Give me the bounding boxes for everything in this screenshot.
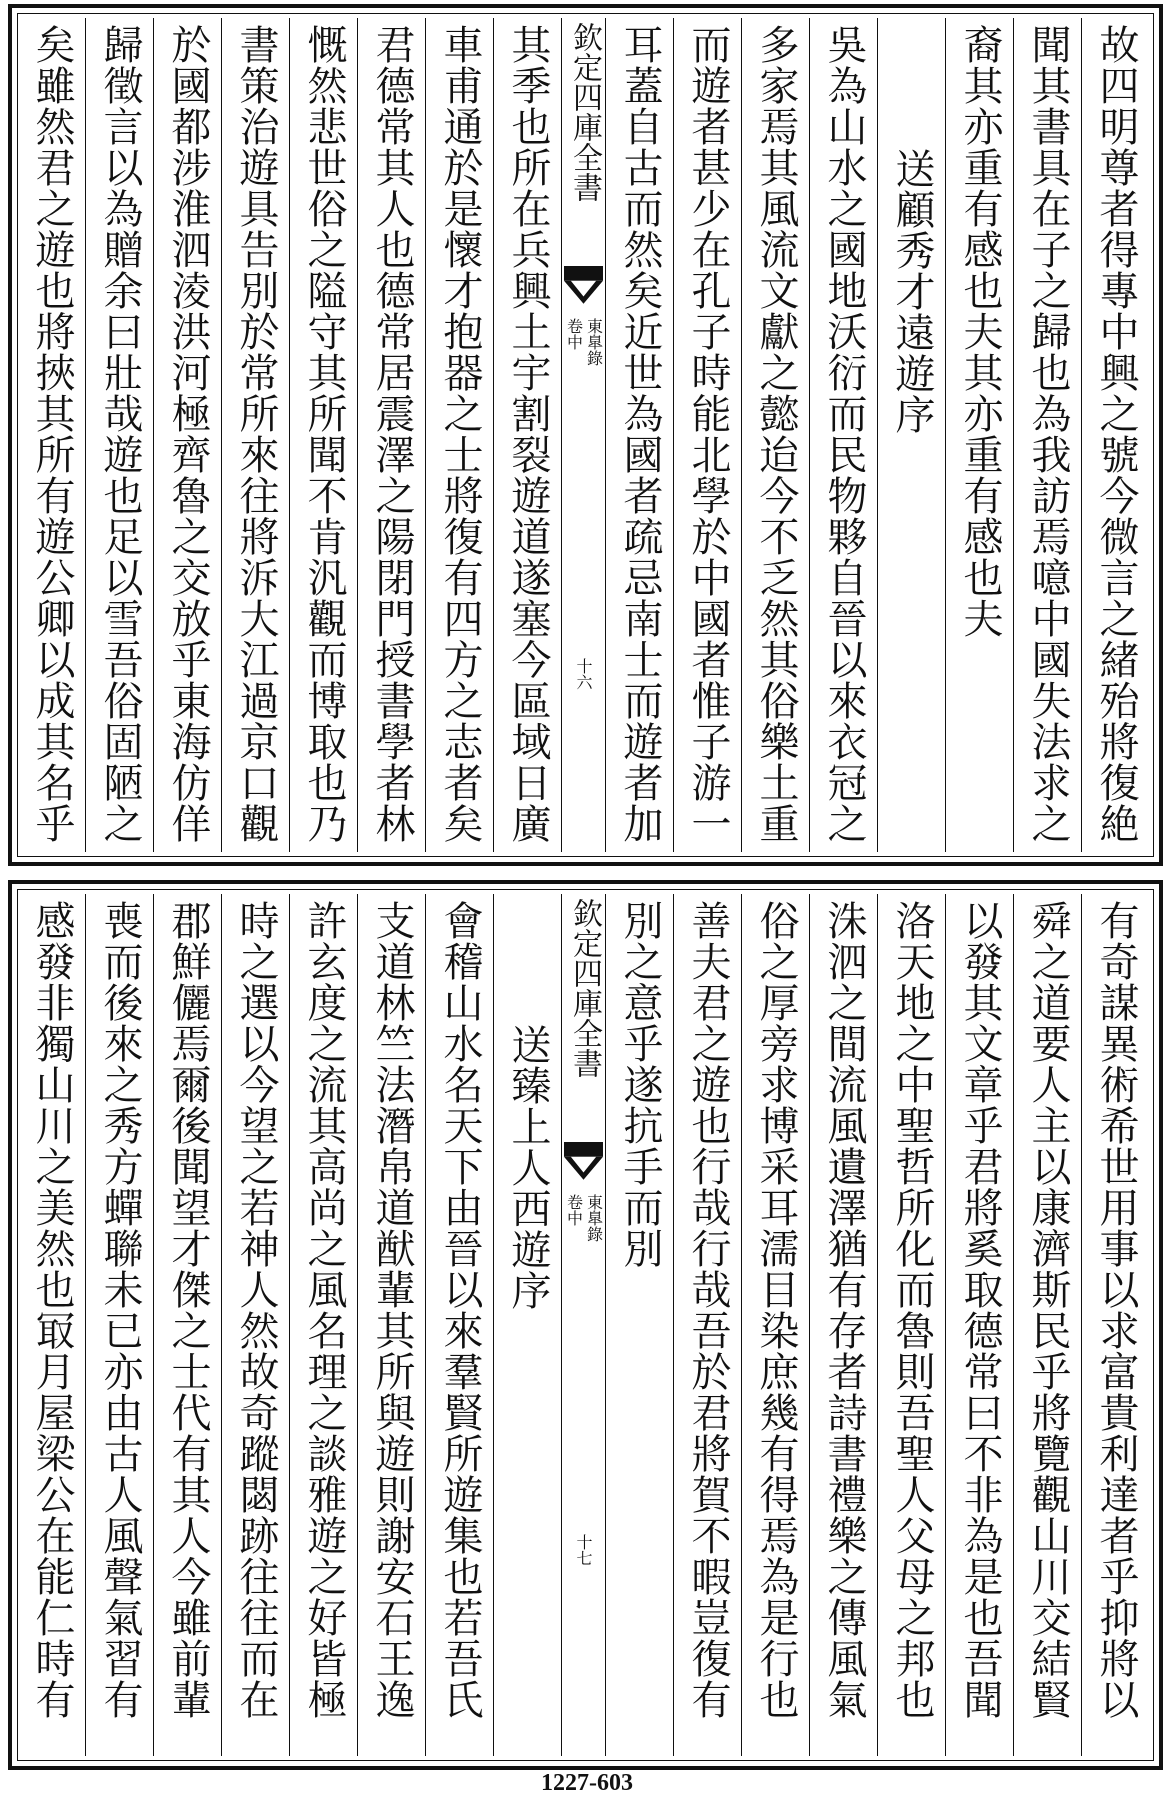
spine-subtitle <box>564 1194 603 1304</box>
text-column: 聞其書具在子之歸也為我訪焉噫中國失法求之 <box>1013 18 1081 852</box>
bottom-page-columns <box>22 894 1149 1756</box>
text-column: 支道林竺法潛帛道猷輩其所與遊則謝安石王逸 <box>357 894 425 1756</box>
text-column: 感發非獨山川之美然也冣月屋梁公在能仁時有 <box>29 900 75 1720</box>
text-column: 矣雖然君之遊也將挾其所有遊公卿以成其名乎 <box>29 24 75 844</box>
text-column: 裔其亦重有感也夫其亦重有感也夫 <box>945 18 1013 852</box>
top-page <box>8 4 1163 866</box>
text-column: 吳為山水之國地沃衍而民物夥自晉以來衣冠之 <box>809 18 877 852</box>
text-column: 許玄度之流其高尚之風名理之談雅遊之好皆極 <box>289 894 357 1756</box>
text-column: 時之選以今望之若神人然故奇蹤閟跡往往而在 <box>221 894 289 1756</box>
section-title: 送顧秀才遠遊序 <box>877 18 945 852</box>
top-page-columns <box>22 18 1149 852</box>
text-column: 有奇謀異術希世用事以求富貴利達者乎抑將以 <box>1081 894 1149 1756</box>
text-column: 書策治遊具告別於常所來往將泝大江過京口觀 <box>221 18 289 852</box>
text-column: 喪而後來之秀方蟬聯未已亦由古人風聲氣習有 <box>85 894 153 1756</box>
text-column: 歸徵言以為贈余曰壯哉遊也足以雪吾俗固陋之 <box>85 18 153 852</box>
center-spine <box>561 894 605 1756</box>
text-column: 郡鮮儷焉爾後聞望才傑之士代有其人今雖前輩 <box>153 894 221 1756</box>
folio-number: 十七 <box>574 1534 593 1566</box>
spine-book-title: 東臯錄 <box>584 1194 604 1242</box>
spine-book-title: 東臯錄 <box>584 318 604 366</box>
text-column: 其季也所在兵興土宇割裂遊道遂塞今區域日廣 <box>493 18 561 852</box>
folio-number: 十六 <box>574 658 593 690</box>
text-column: 耳蓋自古而然矣近世為國者疏忌南士而遊者加 <box>605 18 673 852</box>
text-column: 多家焉其風流文獻之懿迨今不乏然其俗樂土重 <box>741 18 809 852</box>
text-column: 洛天地之中聖哲所化而魯則吾聖人父母之邦也 <box>877 894 945 1756</box>
spine-volume: 卷中 <box>564 318 584 350</box>
text-column: 俗之厚旁求博采耳濡目染庶幾有得焉為是行也 <box>741 894 809 1756</box>
text-column: 於國都涉淮泗淩洪河極齊魯之交放乎東海仿佯 <box>153 18 221 852</box>
text-column: 善夫君之遊也行哉行哉吾於君將賀不暇豈復有 <box>673 894 741 1756</box>
text-column: 慨然悲世俗之隘守其所聞不肯汎觀而博取也乃 <box>289 18 357 852</box>
spine-title: 欽定四庫全書 <box>567 898 602 1078</box>
spine-volume: 卷中 <box>564 1194 584 1226</box>
fish-tail-mark-icon <box>564 266 603 308</box>
text-column: 以發其文章乎君將奚取德常曰不非為是也吾聞 <box>945 894 1013 1756</box>
spine-title: 欽定四庫全書 <box>567 22 602 202</box>
spine-subtitle <box>564 318 603 428</box>
text-column: 故四明尊者得專中興之號今微言之緒殆將復絶 <box>1081 18 1149 852</box>
text-column: 別之意乎遂抗手而別 <box>605 894 673 1756</box>
fish-tail-mark-icon <box>564 1142 603 1184</box>
text-column: 舜之道要人主以康濟斯民乎將覽觀山川交結賢 <box>1013 894 1081 1756</box>
text-column: 君德常其人也德常居震澤之陽閉門授書學者林 <box>357 18 425 852</box>
text-column: 洙泗之間流風遺澤猶有存者詩書禮樂之傳風氣 <box>809 894 877 1756</box>
text-column: 而遊者甚少在孔子時能北學於中國者惟子游一 <box>673 18 741 852</box>
text-column: 車甫通於是懷才抱器之士將復有四方之志者矣 <box>425 18 493 852</box>
bottom-page <box>8 880 1163 1770</box>
page-number: 1227-603 <box>541 1770 633 1796</box>
section-title: 送臻上人西遊序 <box>493 894 561 1756</box>
center-spine <box>561 18 605 852</box>
text-column: 會稽山水名天下由晉以來羣賢所遊集也若吾氏 <box>425 894 493 1756</box>
